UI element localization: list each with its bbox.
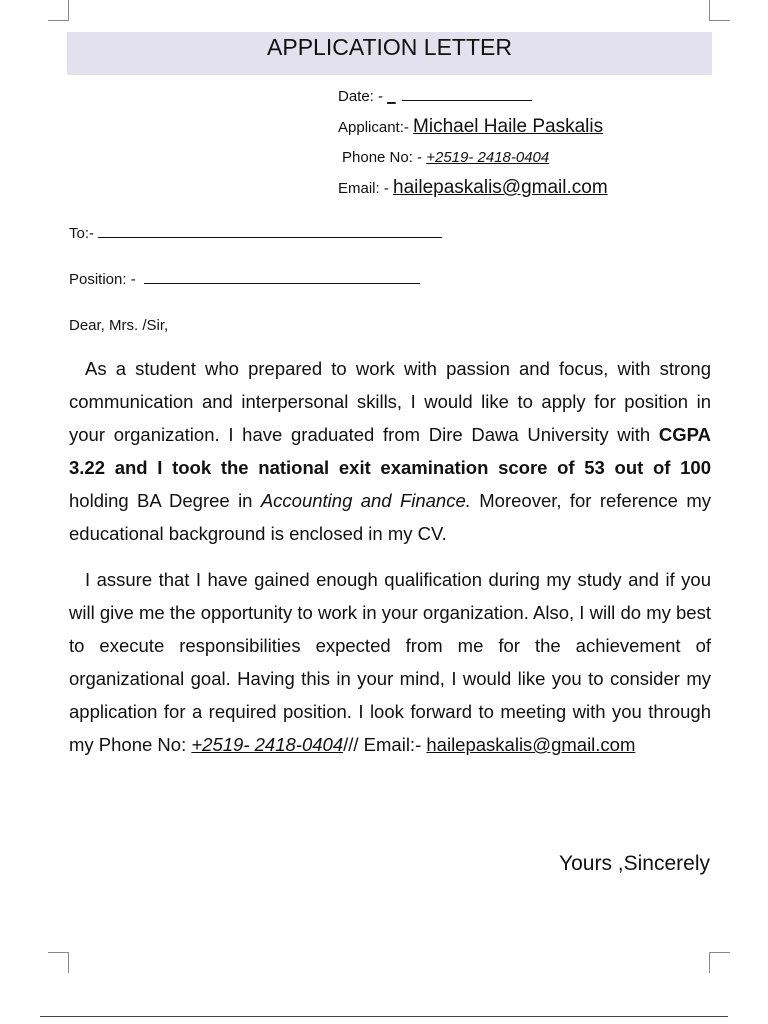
phone-value: +2519- 2418-0404 <box>426 149 550 166</box>
email-line <box>338 177 608 199</box>
email-value: hailepaskalis@gmail.com <box>393 177 608 198</box>
date-line <box>338 88 532 105</box>
applicant-line <box>338 116 603 138</box>
paragraph-1 <box>69 352 711 550</box>
p1-text-2: holding BA Degree in <box>69 490 261 511</box>
date-value: _ <box>387 88 396 105</box>
to-label: To:- <box>69 225 95 242</box>
crop-mark-top-left <box>48 0 69 21</box>
position-line <box>69 271 420 288</box>
p2-text-1: I assure that I have gained enough qualification during my study and if you will give me the opportunity to work in your organization. Also, I will do my best to execute responsibilities expected from me for the achievement of organizational goal. Having this in your mind, I would like you to consider my application for a required position. I look forward to meeting with you through my Phone No: <box>69 569 711 755</box>
applicant-label: Applicant:- <box>338 119 414 136</box>
date-label: Date: - <box>338 88 388 105</box>
crop-mark-bottom-right <box>709 952 730 973</box>
p1-text-3: Moreover, for reference my educational background is enclosed in my CV. <box>69 490 711 544</box>
p1-bold-text: CGPA 3.22 and I took the national exit examination score of 53 out of 100 <box>69 424 711 478</box>
paragraph-2 <box>69 563 711 761</box>
p1-italic-degree: Accounting and Finance. <box>260 490 471 511</box>
date-blank <box>402 88 532 101</box>
title-bar <box>67 32 712 75</box>
phone-line <box>342 149 549 166</box>
phone-label: Phone No: - <box>342 149 427 166</box>
p1-text-1: As a student who prepared to work with passion and focus, with strong communication and interpersonal skills, I would like to apply for position in your organization. I have graduated from Dire Dawa University with <box>69 358 711 445</box>
p2-phone: +2519- 2418-0404 <box>191 734 344 755</box>
salutation: Dear, Mrs. /Sir, <box>69 317 169 334</box>
closing-signoff: Yours ,Sincerely <box>559 852 710 875</box>
page-bottom-rule <box>40 1016 728 1017</box>
crop-mark-bottom-left <box>48 952 69 973</box>
position-label: Position: - <box>69 271 136 288</box>
email-label: Email: - <box>338 180 394 197</box>
crop-mark-top-right <box>709 0 730 21</box>
to-blank <box>98 225 442 238</box>
position-blank <box>144 271 420 284</box>
p2-separator: /// Email:- <box>343 734 422 755</box>
to-line <box>69 225 442 242</box>
document-title: APPLICATION LETTER <box>267 34 512 60</box>
p2-email: hailepaskalis@gmail.com <box>426 734 636 755</box>
applicant-name: Michael Haile Paskalis <box>413 116 604 137</box>
